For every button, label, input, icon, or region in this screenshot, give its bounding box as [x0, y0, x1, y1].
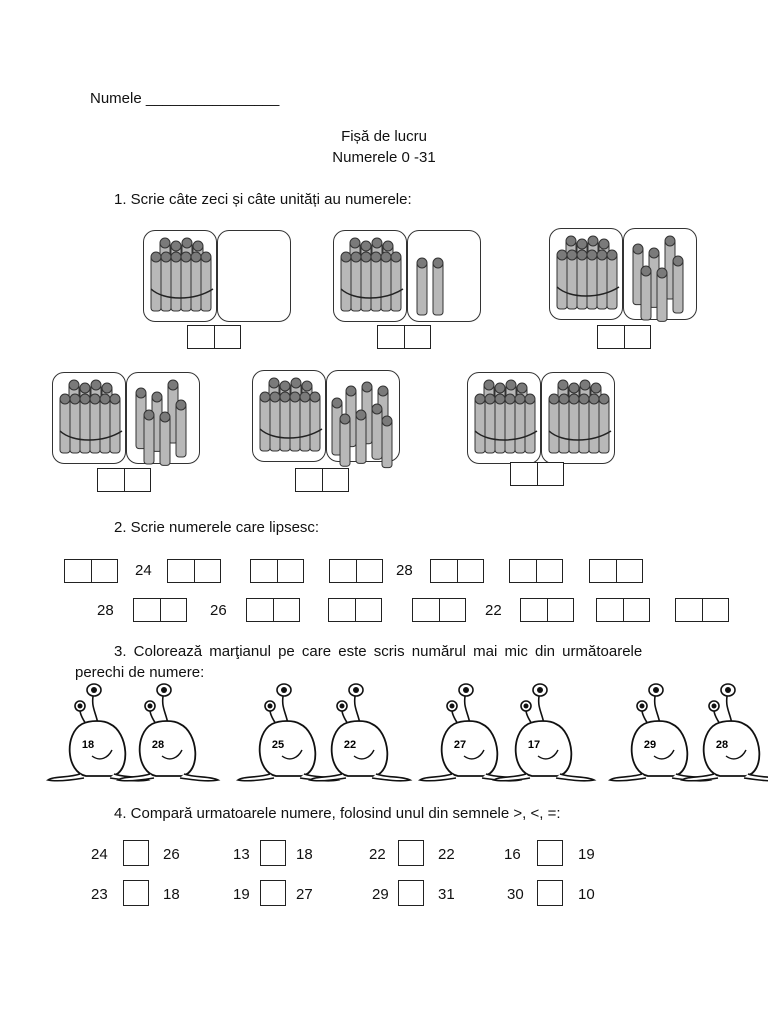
- stick: [110, 397, 120, 453]
- sticks-drawing: [144, 231, 216, 321]
- martian-drawing: [48, 684, 148, 781]
- stick: [597, 253, 607, 309]
- picture-card: [143, 230, 217, 322]
- compare-left: 19: [233, 886, 250, 903]
- stick: [579, 397, 589, 453]
- stick: [641, 269, 651, 320]
- stick-tip: [372, 404, 382, 414]
- stick: [567, 253, 577, 309]
- martian-number: 22: [343, 739, 357, 751]
- compare-left: 22: [369, 846, 386, 863]
- stick-tip: [371, 252, 381, 262]
- stick: [417, 261, 427, 315]
- martian-drawing: [310, 684, 410, 781]
- stick: [495, 397, 505, 453]
- stick-tip: [633, 244, 643, 254]
- stick-tip: [171, 241, 181, 251]
- stick-tip: [160, 238, 170, 248]
- stick-tip: [566, 236, 576, 246]
- answer-box[interactable]: [597, 325, 651, 349]
- stick-tip: [310, 392, 320, 402]
- stick: [160, 415, 170, 465]
- stick-tip: [302, 381, 312, 391]
- martian[interactable]: [682, 684, 768, 781]
- martian[interactable]: [310, 684, 410, 781]
- stick-tip: [567, 250, 577, 260]
- stick: [361, 255, 371, 311]
- stick: [176, 403, 186, 457]
- stick: [525, 397, 535, 453]
- sticks-drawing: [542, 373, 614, 463]
- stick-tip: [391, 252, 401, 262]
- answer-box[interactable]: [295, 468, 349, 492]
- martian-number: 29: [643, 739, 657, 751]
- stick: [577, 253, 587, 309]
- compare-left: 23: [91, 886, 108, 903]
- martian-number: 28: [151, 739, 165, 751]
- stick-tip: [341, 252, 351, 262]
- answer-box[interactable]: [329, 559, 383, 583]
- compare-left: 13: [233, 846, 250, 863]
- answer-box[interactable]: [250, 559, 304, 583]
- martian[interactable]: [610, 684, 710, 781]
- stick-tip: [649, 248, 659, 258]
- picture-card: [407, 230, 481, 322]
- stick: [260, 395, 270, 451]
- stick: [161, 255, 171, 311]
- answer-box[interactable]: [246, 598, 300, 622]
- stick: [549, 397, 559, 453]
- stick-tip: [269, 378, 279, 388]
- stick-tip: [505, 394, 515, 404]
- answer-box[interactable]: [377, 325, 431, 349]
- stick: [433, 261, 443, 315]
- stick-tip: [378, 386, 388, 396]
- stick-tip: [517, 383, 527, 393]
- stick-tip: [69, 380, 79, 390]
- stick: [280, 395, 290, 451]
- stick-tip: [591, 383, 601, 393]
- martian-number: 25: [271, 739, 285, 751]
- stick-tip: [382, 416, 392, 426]
- compare-box[interactable]: [398, 880, 424, 906]
- stick-tip: [161, 252, 171, 262]
- answer-box[interactable]: [589, 559, 643, 583]
- stick-tip: [80, 383, 90, 393]
- stick-tip: [191, 252, 201, 262]
- stick-tip: [506, 380, 516, 390]
- given-number: 22: [485, 602, 502, 619]
- stick-tip: [90, 394, 100, 404]
- picture-card: [541, 372, 615, 464]
- compare-right: 19: [578, 846, 595, 863]
- stick-tip: [383, 241, 393, 251]
- answer-box[interactable]: [509, 559, 563, 583]
- compare-right: 22: [438, 846, 455, 863]
- stick-tip: [270, 392, 280, 402]
- sticks-drawing: [408, 231, 480, 321]
- stick-tip: [346, 386, 356, 396]
- compare-box[interactable]: [260, 880, 286, 906]
- stick-tip: [300, 392, 310, 402]
- answer-box[interactable]: [133, 598, 187, 622]
- martian[interactable]: [494, 684, 594, 781]
- stick-tip: [361, 241, 371, 251]
- picture-card: [467, 372, 541, 464]
- stick: [201, 255, 211, 311]
- exercise-4-instruction: 4. Compară urmatoarele numere, folosind unul din semnele >, <, =:: [114, 805, 561, 822]
- compare-right: 31: [438, 886, 455, 903]
- stick-tip: [515, 394, 525, 404]
- stick-tip: [160, 412, 170, 422]
- stick-tip: [362, 382, 372, 392]
- stick: [557, 253, 567, 309]
- martian-number: 27: [453, 739, 467, 751]
- compare-right: 18: [296, 846, 313, 863]
- compare-box[interactable]: [537, 840, 563, 866]
- stick-tip: [110, 394, 120, 404]
- stick-tip: [100, 394, 110, 404]
- stick-tip: [350, 238, 360, 248]
- stick-tip: [182, 238, 192, 248]
- compare-right: 18: [163, 886, 180, 903]
- stick-tip: [475, 394, 485, 404]
- martian-drawing: [420, 684, 520, 781]
- picture-card: [549, 228, 623, 320]
- martian-drawing: [118, 684, 218, 781]
- stick-tip: [569, 383, 579, 393]
- stick-tip: [280, 392, 290, 402]
- stick-tip: [136, 388, 146, 398]
- stick: [515, 397, 525, 453]
- picture-card: [333, 230, 407, 322]
- sticks-drawing: [218, 231, 290, 321]
- stick-tip: [665, 236, 675, 246]
- stick-tip: [577, 239, 587, 249]
- stick: [300, 395, 310, 451]
- stick-tip: [144, 410, 154, 420]
- stick: [657, 271, 667, 321]
- compare-left: 29: [372, 886, 389, 903]
- stick: [70, 397, 80, 453]
- stick: [60, 397, 70, 453]
- stick: [475, 397, 485, 453]
- compare-left: 16: [504, 846, 521, 863]
- exercise-3-instruction-line-1: 3. Colorează marţianul pe care este scris numărul mai mic din următoarele: [114, 643, 643, 660]
- stick-tip: [577, 250, 587, 260]
- stick: [485, 397, 495, 453]
- martian-drawing: [610, 684, 710, 781]
- stick: [589, 397, 599, 453]
- martian-number: 17: [527, 739, 541, 751]
- given-number: 28: [97, 602, 114, 619]
- answer-box[interactable]: [596, 598, 650, 622]
- answer-box[interactable]: [430, 559, 484, 583]
- compare-box[interactable]: [398, 840, 424, 866]
- sticks-drawing: [253, 371, 325, 461]
- stick-tip: [102, 383, 112, 393]
- stick-tip: [171, 252, 181, 262]
- exercise-2-instruction: 2. Scrie numerele care lipsesc:: [114, 519, 320, 536]
- sticks-drawing: [468, 373, 540, 463]
- stick-tip: [168, 380, 178, 390]
- stick-tip: [607, 250, 617, 260]
- martian[interactable]: [48, 684, 148, 781]
- given-number: 26: [210, 602, 227, 619]
- answer-box[interactable]: [412, 598, 466, 622]
- stick-tip: [356, 410, 366, 420]
- stick-tip: [559, 394, 569, 404]
- stick-tip: [201, 252, 211, 262]
- picture-card: [52, 372, 126, 464]
- stick-tip: [569, 394, 579, 404]
- given-number: 28: [396, 562, 413, 579]
- stick: [356, 413, 366, 463]
- stick-tip: [332, 398, 342, 408]
- stick-tip: [495, 383, 505, 393]
- picture-card: [623, 228, 697, 320]
- stick-tip: [641, 266, 651, 276]
- sticks-drawing: [127, 373, 199, 463]
- answer-box[interactable]: [510, 462, 564, 486]
- stick-tip: [673, 256, 683, 266]
- exercise-3-instruction-line-2: perechi de numere:: [75, 664, 205, 681]
- page-title: Fișă de lucru: [341, 128, 427, 145]
- martian-number: 28: [715, 739, 729, 751]
- stick-tip: [525, 394, 535, 404]
- sticks-drawing: [550, 229, 622, 319]
- stick: [372, 407, 382, 459]
- stick-tip: [587, 250, 597, 260]
- stick: [144, 413, 154, 464]
- stick: [270, 395, 280, 451]
- martian[interactable]: [118, 684, 218, 781]
- page-subtitle: Numerele 0 -31: [332, 149, 436, 166]
- answer-box[interactable]: [675, 598, 729, 622]
- picture-card: [252, 370, 326, 462]
- stick-tip: [558, 380, 568, 390]
- stick: [607, 253, 617, 309]
- compare-box[interactable]: [260, 840, 286, 866]
- sticks-drawing: [327, 371, 399, 461]
- stick: [371, 255, 381, 311]
- answer-box[interactable]: [64, 559, 118, 583]
- martian-drawing: [682, 684, 768, 781]
- compare-left: 30: [507, 886, 524, 903]
- sticks-drawing: [624, 229, 696, 319]
- stick-tip: [291, 378, 301, 388]
- stick-tip: [580, 380, 590, 390]
- stick-tip: [417, 258, 427, 268]
- answer-box[interactable]: [167, 559, 221, 583]
- stick-tip: [549, 394, 559, 404]
- compare-right: 10: [578, 886, 595, 903]
- answer-box[interactable]: [97, 468, 151, 492]
- martian[interactable]: [420, 684, 520, 781]
- stick-tip: [70, 394, 80, 404]
- stick: [381, 255, 391, 311]
- stick-tip: [381, 252, 391, 262]
- stick: [90, 397, 100, 453]
- given-number: 24: [135, 562, 152, 579]
- sticks-drawing: [53, 373, 125, 463]
- stick-tip: [484, 380, 494, 390]
- picture-card: [126, 372, 200, 464]
- stick-tip: [495, 394, 505, 404]
- stick-tip: [260, 392, 270, 402]
- stick: [100, 397, 110, 453]
- stick: [151, 255, 161, 311]
- stick-tip: [557, 250, 567, 260]
- stick-tip: [181, 252, 191, 262]
- stick-tip: [599, 394, 609, 404]
- stick: [569, 397, 579, 453]
- stick-tip: [372, 238, 382, 248]
- answer-box[interactable]: [520, 598, 574, 622]
- stick: [505, 397, 515, 453]
- stick: [191, 255, 201, 311]
- stick: [391, 255, 401, 311]
- stick-tip: [193, 241, 203, 251]
- martian[interactable]: [238, 684, 338, 781]
- stick-tip: [597, 250, 607, 260]
- stick-tip: [657, 268, 667, 278]
- stick-tip: [589, 394, 599, 404]
- picture-card: [326, 370, 400, 462]
- picture-card: [217, 230, 291, 322]
- stick-tip: [80, 394, 90, 404]
- stick-tip: [151, 252, 161, 262]
- sticks-drawing: [334, 231, 406, 321]
- stick: [587, 253, 597, 309]
- stick-tip: [579, 394, 589, 404]
- name-label: Numele ________________: [90, 90, 280, 107]
- compare-left: 24: [91, 846, 108, 863]
- stick-tip: [485, 394, 495, 404]
- stick: [673, 259, 683, 313]
- stick-tip: [351, 252, 361, 262]
- stick-tip: [280, 381, 290, 391]
- stick: [171, 255, 181, 311]
- exercise-1-instruction: 1. Scrie câte zeci și câte unități au numerele:: [114, 191, 412, 208]
- stick: [351, 255, 361, 311]
- stick: [290, 395, 300, 451]
- stick: [181, 255, 191, 311]
- compare-right: 27: [296, 886, 313, 903]
- compare-box[interactable]: [537, 880, 563, 906]
- compare-box[interactable]: [123, 840, 149, 866]
- compare-right: 26: [163, 846, 180, 863]
- stick-tip: [290, 392, 300, 402]
- stick-tip: [361, 252, 371, 262]
- stick-tip: [599, 239, 609, 249]
- stick: [559, 397, 569, 453]
- compare-box[interactable]: [123, 880, 149, 906]
- stick-tip: [588, 236, 598, 246]
- stick-tip: [91, 380, 101, 390]
- answer-box[interactable]: [328, 598, 382, 622]
- stick-tip: [176, 400, 186, 410]
- stick-tip: [340, 414, 350, 424]
- stick: [599, 397, 609, 453]
- stick: [80, 397, 90, 453]
- stick-tip: [60, 394, 70, 404]
- stick: [310, 395, 320, 451]
- stick-tip: [433, 258, 443, 268]
- martian-drawing: [494, 684, 594, 781]
- martian-number: 18: [81, 739, 95, 751]
- stick: [341, 255, 351, 311]
- answer-box[interactable]: [187, 325, 241, 349]
- martians-area: [0, 680, 768, 790]
- stick-tip: [152, 392, 162, 402]
- martian-drawing: [238, 684, 338, 781]
